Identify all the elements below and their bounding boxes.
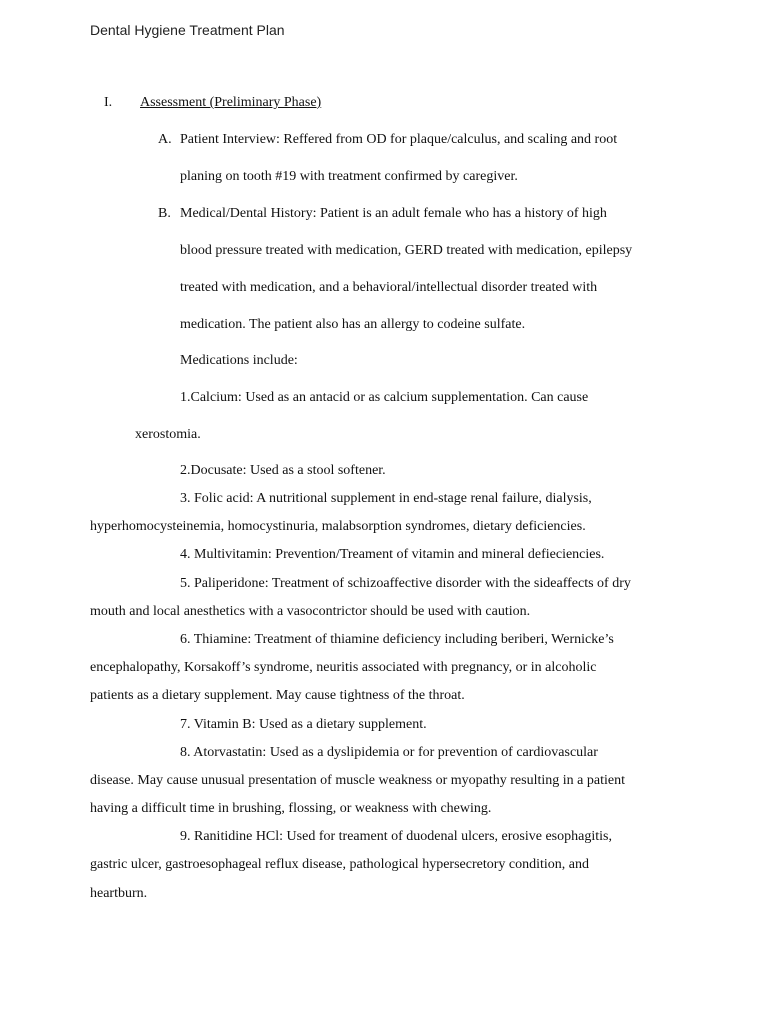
page-header: Dental Hygiene Treatment Plan [90, 22, 285, 38]
item-b-line-1: Medical/Dental History: Patient is an adult female who has a history of high [180, 206, 607, 221]
item-a-letter: A. [158, 132, 172, 147]
medication-8-line-1: 8. Atorvastatin: Used as a dyslipidemia or for prevention of cardiovascular [180, 745, 598, 760]
item-b-line-3: treated with medication, and a behavioral/intellectual disorder treated with [180, 280, 598, 295]
medication-2-line-1: 2.Docusate: Used as a stool softener. [180, 463, 386, 478]
item-b-line-2: blood pressure treated with medication, GERD treated with medication, epilepsy [180, 243, 633, 258]
medication-8-line-2: disease. May cause unusual presentation of muscle weakness or myopathy resulting in a patient [90, 773, 625, 788]
section-title: Assessment (Preliminary Phase) [140, 95, 322, 110]
medication-3-line-2: hyperhomocysteinemia, homocystinuria, malabsorption syndromes, dietary deficiencies. [90, 519, 586, 534]
medication-1-line-2: xerostomia. [135, 427, 201, 442]
medication-5-line-1: 5. Paliperidone: Treatment of schizoaffective disorder with the sideaffects of dry [180, 576, 631, 591]
medication-7-line-1: 7. Vitamin B: Used as a dietary supplement. [180, 717, 427, 732]
medication-4-line-1: 4. Multivitamin: Prevention/Treament of vitamin and mineral defieciencies. [180, 547, 605, 562]
item-b-letter: B. [158, 206, 171, 221]
item-a-line-2: planing on tooth #19 with treatment confirmed by caregiver. [180, 169, 518, 184]
medication-9-line-3: heartburn. [90, 886, 148, 901]
medication-1-line-1: 1.Calcium: Used as an antacid or as calcium supplementation. Can cause [180, 390, 589, 405]
section-numeral: I. [104, 95, 113, 110]
medication-6-line-3: patients as a dietary supplement. May cause tightness of the throat. [90, 688, 465, 703]
medication-6-line-2: encephalopathy, Korsakoff’s syndrome, neuritis associated with pregnancy, or in alcoholic [90, 660, 597, 675]
medication-6-line-1: 6. Thiamine: Treatment of thiamine deficiency including beriberi, Wernicke’s [180, 632, 614, 647]
medication-8-line-3: having a difficult time in brushing, flossing, or weakness with chewing. [90, 801, 492, 816]
item-b-line-4: medication. The patient also has an allergy to codeine sulfate. [180, 317, 526, 332]
medication-5-line-2: mouth and local anesthetics with a vasocontrictor should be used with caution. [90, 604, 531, 619]
medication-3-line-1: 3. Folic acid: A nutritional supplement in end-stage renal failure, dialysis, [180, 491, 592, 506]
medication-9-line-1: 9. Ranitidine HCl: Used for treament of duodenal ulcers, erosive esophagitis, [180, 829, 612, 844]
medications-intro: Medications include: [180, 353, 298, 368]
item-a-line-1: Patient Interview: Reffered from OD for plaque/calculus, and scaling and root [180, 132, 618, 147]
medication-9-line-2: gastric ulcer, gastroesophageal reflux disease, pathological hypersecretory condition, and [90, 857, 589, 872]
